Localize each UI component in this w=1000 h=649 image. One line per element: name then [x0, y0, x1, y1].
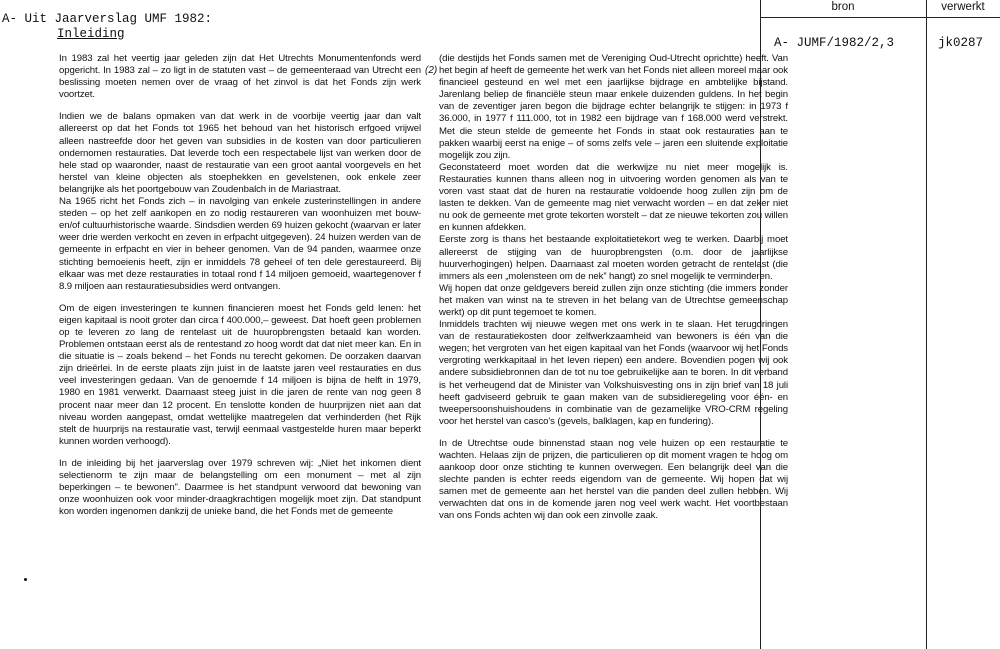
paragraph: In 1983 zal het veertig jaar geleden zijn dat Het Utrechts Monumentenfonds werd opgericht. In 1983 zal – zo ligt in de statuten vast – de gemeenteraad van Utrecht een beslissing moeten nemen over de vraag of het zinvol is dat het Fonds zijn werk voortzet. [59, 53, 421, 101]
paragraph: In de Utrechtse oude binnenstad staan nog vele huizen op een restauratie te wachten. Helaas zijn de prijzen, die particulieren op dit moment vragen te hoog om aankoop door onze stichting te kunnen overwegen. Een belangrijk deel van die slechte panden is echter reeds eigendom van de gemeente. Wij hopen dat wij samen met de gemeente aan het herstel van die panden deel zullen hebben. Wij verwachten dat ons in de komende jaren nog veel werk wacht. Het voortbestaan van ons Fonds achten wij dan ook een zinvolle zaak. [439, 437, 788, 522]
bron-label: bron [831, 1, 855, 13]
text-column-left [59, 53, 421, 518]
paragraph: Om de eigen investeringen te kunnen financieren moest het Fonds geld lenen: het eigen kapitaal is nooit groter dan circa f 400.000,– geweest. Dat hoeft geen problemen op te leveren zo lang de rentelast uit de huuropbrengsten betaald kan worden. Problemen ontstaan eerst als de rentestand zo hoog wordt dat dat niet meer kan. En in die situatie is – zoals bekend – het Fonds nu terecht gekomen. De oorzaken daarvan zijn drieërlei. In de eerste plaats zijn juist in de laatste jaren veel restauraties en dus veel investeringen gedaan. Van de genoemde f 14 miljoen is bijna de helft in 1979, 1980 en 1981 verwerkt. Daarnaast steeg juist in die jaren de rente van nog geen 8 procent naar meer dan 12 procent. En tenslotte konden de huurprijzen niet aan dat niveau worden aangepast, omdat wettelijke maatregelen dat verhinderden (het Rijk stelt de huurprijs na restauratie vast, terwijl eenmaal vastgestelde huren maar beperkt kunnen worden verhoogd). [59, 302, 421, 447]
verwerkt-label: verwerkt [941, 1, 985, 13]
paragraph: Wij hopen dat onze geldgevers bereid zullen zijn onze stichting (die immers zonder het maken van winst na te streven in het belang van de Utrechtse gemeenschap werkt) op dit punt tegemoet te komen. [439, 282, 788, 318]
margin-dot [24, 578, 27, 581]
margin-marker: (2) [425, 65, 438, 76]
document-heading [2, 12, 212, 42]
bron-value: A- JUMF/1982/2,3 [774, 36, 895, 50]
paragraph: Eerste zorg is thans het bestaande exploitatietekort weg te werken. Daarbij moet allereerst de stijging van de huuropbrengsten (o.m. door de jaarlijkse huurverhogingen) helpen. Daarnaast zal moeten worden getracht de rentelast (die immers als een „molensteen om de nek” hangt) zo snel mogelijk te verminderen. [439, 234, 788, 282]
meta-header-rule [760, 17, 1000, 18]
heading-title: A- Uit Jaarverslag UMF 1982: [2, 12, 213, 26]
heading-subtitle: Inleiding [57, 27, 125, 41]
paragraph: Na 1965 richt het Fonds zich – in navolging van enkele zusterinstellingen in andere steden – op het zelf aankopen en zo nodig restaureren van woonhuizen met bouw- en/of cultuurhistorische waarde. Sindsdien werden 69 huizen gekocht (waarvan er later weer drie werden verkocht en zeven in erfpacht uitgegeven). 24 huizen werden van de gemeente in erfpacht en vier in beheer genomen. Van de 94 panden, waarmee onze stichting bemoeienis heeft, zijn er inmiddels 78 geheel of ten dele gerestaureerd. Bij elkaar was met deze restauraties in totaal rond f 14 miljoen gemoeid, waartegenover f 8.9 miljoen aan restauratiesubsidies werd ontvangen. [59, 196, 421, 292]
meta-divider-mid [926, 0, 927, 649]
verwerkt-value: jk0287 [938, 36, 984, 50]
paragraph: Indien we de balans opmaken van dat werk in de voorbije veertig jaar dan valt allereerst op dat het Fonds tot 1965 het behoud van het historisch erfgoed vrijwel alleen nastreefde door het geven van subsidies in de kosten van door particulieren ondernomen restauraties. Dat leverde toch een respectabele lijst van werken door de hele stad op waaronder, naast de restauratie van een groot aantal voorgevels en het herstel van kleine objecten als stoephekken en gevelstenen, ook enkele zeer belangrijke als het poortgebouw van Zoudenbalch in de Mariastraat. [59, 111, 421, 195]
paragraph: In de inleiding bij het jaarverslag over 1979 schreven wij: „Niet het inkomen dient selectienorm te zijn maar de belangstelling om een monument – met al zijn beperkingen – te bewonen”. Daarmee is het standpunt verwoord dat bewoning van onze woonhuizen ook voor minder-draagkrachtigen mogelijk moet zijn. Dat standpunt kon worden ingenomen dankzij de unieke band, die het Fonds met de gemeente [59, 457, 421, 518]
paragraph: Inmiddels trachten wij nieuwe wegen met ons werk in te slaan. Het terugdringen van de restauratiekosten door zelfwerkzaamheid van bewoners is één van die wegen; het vergroten van het eigen kapitaal van het Fonds (waarvoor wij het Fonds vergroting werkkapitaal in het leven riepen) een andere. Bovendien pogen wij ook andere subsidiebronnen dan de tot nu toe gebruikelijke aan te boren. In dit verband is het verheugend dat de Minister van Volkshuisvesting ons in zijn brief van 18 juli heeft gadviseerd gebruik te gaan maken van de subsidieregeling voor één- en tweepersoonshuishoudens in combinatie van de gezamelijke VRO-CRM regeling voor het herstel van casco's (gevels, balklagen, kap en fundering). [439, 319, 788, 427]
paragraph: (die destijds het Fonds samen met de Vereniging Oud-Utrecht oprichtte) heeft. Van het begin af heeft de gemeente het werk van het Fonds niet alleen moreel maar ook financieel gesteund en wel met een jaarlijkse bijdrage en ambtelijke bijstand. Jarenlang beliep de financiële steun maar enkele duizenden guldens. In het begin van de zeventiger jaren begon die bijdrage echter belangrijk te stijgen: in 1973 f 36.000, in 1977 f 111.000, tot in 1982 een bijdrage van f 168.000 werd verstrekt. Met die steun stelde de gemeente het Fonds in staat ook restauraties aan te pakken waarbij eerst na enige – of soms zelfs vele – jaren een sluitende exploitatie mogelijk zou zijn. [439, 53, 788, 161]
source-metadata-box [760, 0, 1000, 649]
text-column-right [439, 53, 788, 523]
paragraph: Geconstateerd moet worden dat die werkwijze nu niet meer mogelijk is. Restauraties kunnen thans alleen nog in uitvoering worden genomen als van te voren vast staat dat de huren na restauratie voldoende hoog zullen zijn om de lasten te dekken. Van de gemeente mag niet verwacht worden – en dat zeker niet nu ook de gemeente met grote tekorten worstelt – dat ze nieuwe tekorten zou willen en kunnen afdekken. [439, 161, 788, 234]
